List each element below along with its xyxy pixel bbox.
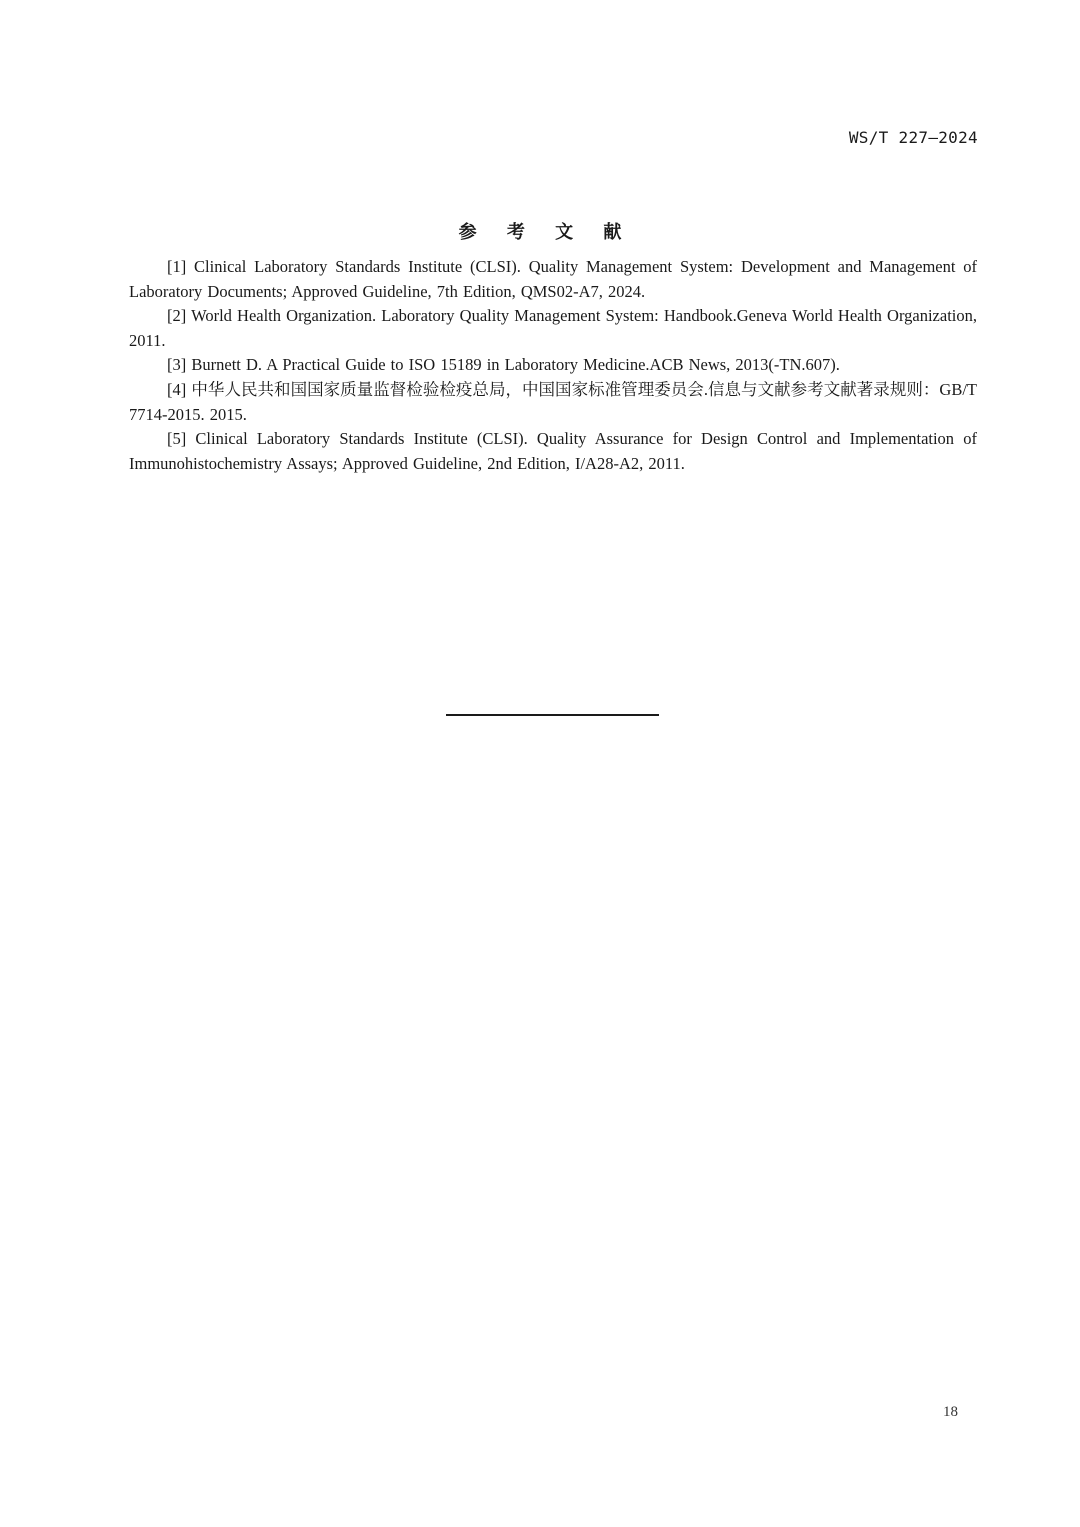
section-title: 参 考 文 献 <box>458 222 634 243</box>
reference-item-4: [4] 中华人民共和国国家质量监督检验检疫总局，中国国家标准管理委员会.信息与文献参考文献著录规则：GB/T 7714-2015. 2015. <box>129 379 977 424</box>
end-of-document-rule <box>446 714 659 716</box>
reference-item-2: [2] World Health Organization. Laboratory Quality Management System: Handbook.Geneva World Health Organization, 2011. <box>129 306 977 350</box>
reference-item-5: [5] Clinical Laboratory Standards Institute (CLSI). Quality Assurance for Design Control and Implementation of Immunohistochemistry Assays; Approved Guideline, 2nd Edition, I/A28-A2, 2011. <box>129 429 977 473</box>
page-number: 18 <box>943 1404 958 1420</box>
standard-number: WS/T 227—2024 <box>848 128 978 147</box>
reference-item-3: [3] Burnett D. A Practical Guide to ISO 15189 in Laboratory Medicine.ACB News, 2013(-TN.607). <box>167 355 840 375</box>
reference-list <box>129 255 977 476</box>
reference-item-1: [1] Clinical Laboratory Standards Institute (CLSI). Quality Management System: Development and Management of Laboratory Documents; Approved Guideline, 7th Edition, QMS02-A7, 2024. <box>129 257 977 301</box>
